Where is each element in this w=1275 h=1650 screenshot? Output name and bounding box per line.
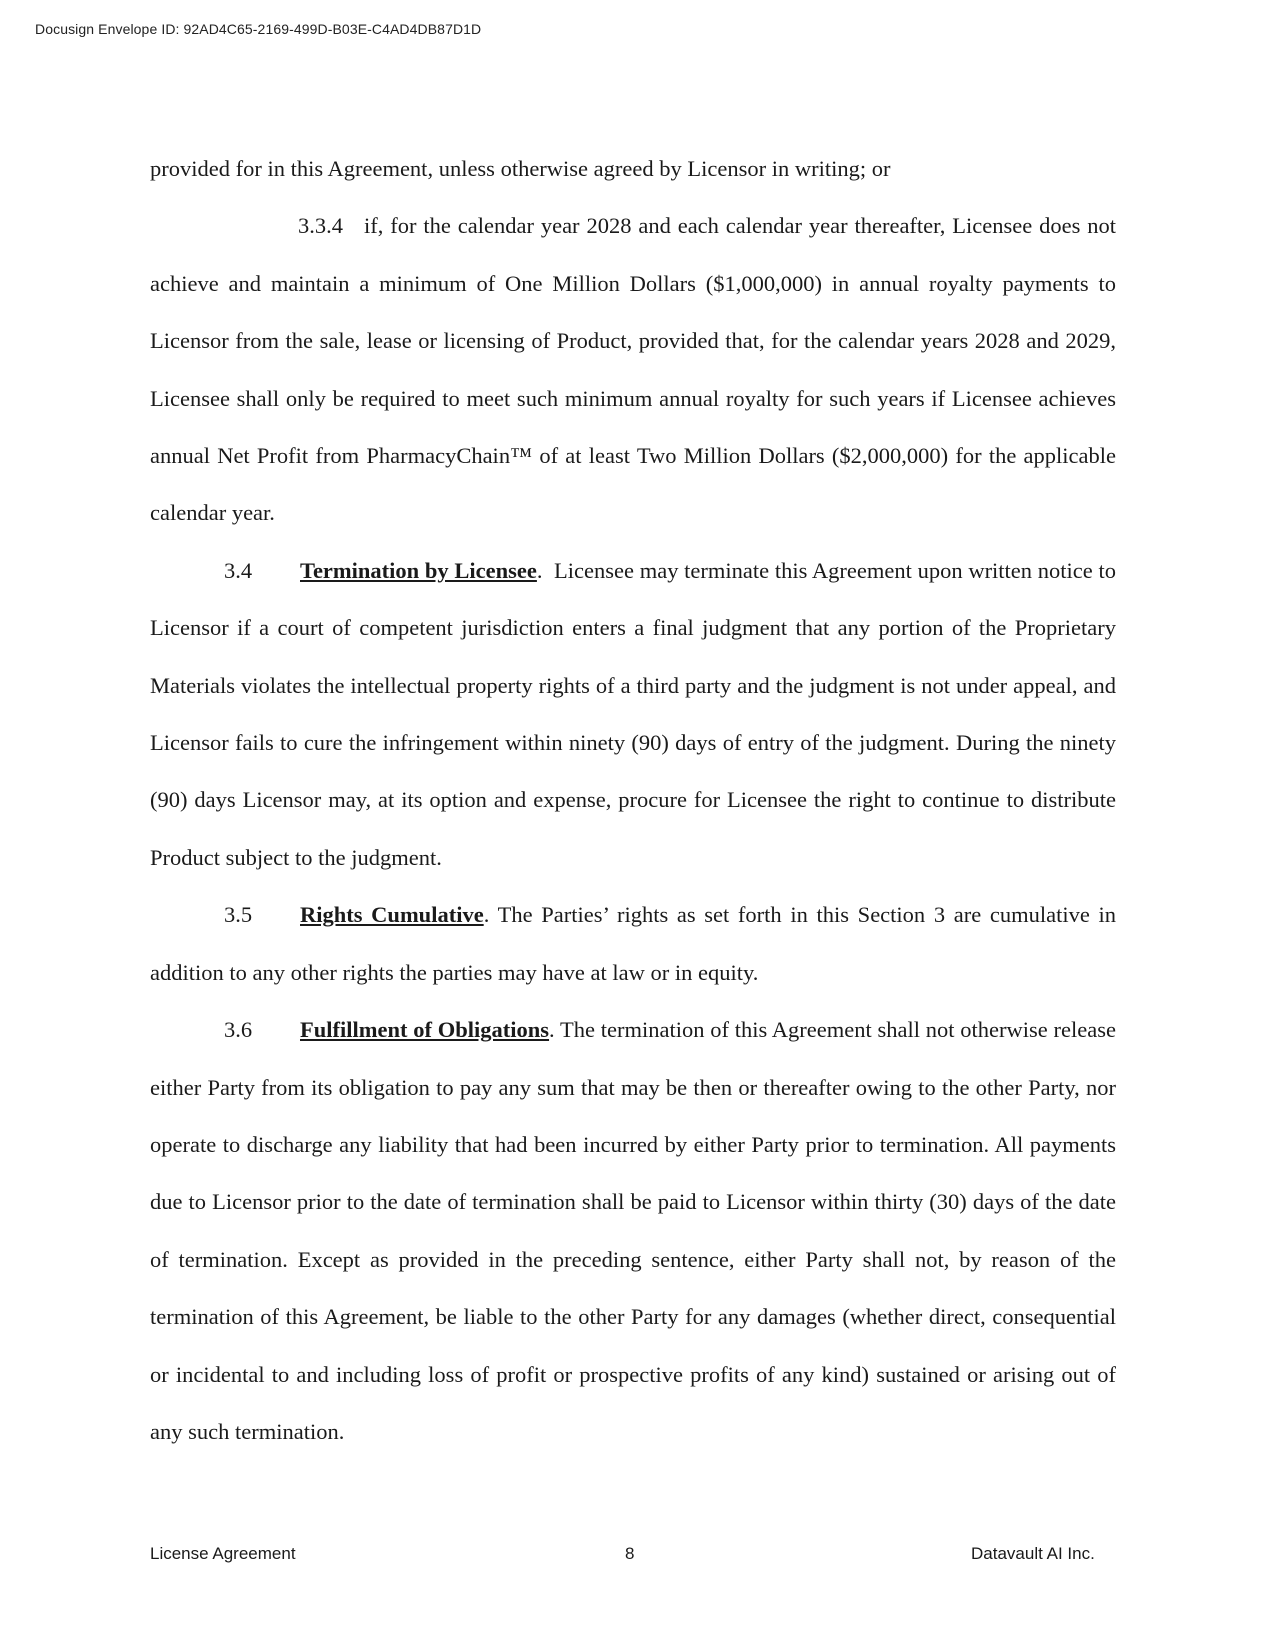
section-number: 3.5 <box>224 902 253 928</box>
section-3-4: 3.4 Termination by Licensee. Licensee may terminate this Agreement upon written notice to Licensor if a court of competent jurisdiction enters a final judgment that any portion of the Proprietary Materials violates the intellectual property rights of a third party and the judgment is not under appeal, and Licensor fails to cure the infringement within ninety (90) days of entry of the judgment. During the ninety (90) days Licensor may, at its option and expense, procure for Licensee the right to continue to distribute Product subject to the judgment. <box>150 542 1116 886</box>
footer-company-name: Datavault AI Inc. <box>971 1544 1095 1563</box>
clause-3-3-4 <box>150 197 1116 541</box>
section-number: 3.4 <box>224 557 253 583</box>
section-text: Licensee may terminate this Agreement upon written notice to Licensor if a court of competent jurisdiction enters a final judgment that any portion of the Proprietary Materials violates the intellectual property rights of a third party and the judgment is not under appeal, and Licensor fails to cure the infringement within ninety (90) days of entry of the judgment. During the ninety (90) days Licensor may, at its option and expense, procure for Licensee the right to continue to distribute Product subject to the judgment. <box>150 557 1117 870</box>
clause-text: if, for the calendar year 2028 and each calendar year thereafter, Licensee does not achieve and maintain a minimum of One Million Dollars ($1,000,000) in annual royalty payments to Licensor from the sale, lease or licensing of Product, provided that, for the calendar years 2028 and 2029, Licensee shall only be required to meet such minimum annual royalty for such years if Licensee achieves annual Net Profit from PharmacyChain™ of at least Two Million Dollars ($2,000,000) for the applicable calendar year. <box>150 213 1116 526</box>
section-3-5: 3.5 Rights Cumulative. The Parties’ rights as set forth in this Section 3 are cumulative in addition to any other rights the parties may have at law or in equity. <box>150 886 1116 1001</box>
section-heading: Fulfillment of Obligations <box>300 1017 550 1043</box>
section-text: The termination of this Agreement shall not otherwise release either Party from its obligation to pay any sum that may be then or thereafter owing to the other Party, nor operate to discharge any liability that had been incurred by either Party prior to termination. All payments due to Licensor prior to the date of termination shall be paid to Licensor within thirty (30) days of the date of termination. Except as provided in the preceding sentence, either Party shall not, by reason of the termination of this Agreement, be liable to the other Party for any damages (whether direct, consequential or incidental to and including loss of profit or prospective profits of any kind) sustained or arising out of any such termination. <box>150 1017 1116 1444</box>
paragraph-continuation: provided for in this Agreement, unless otherwise agreed by Licensor in writing; or <box>150 156 891 181</box>
section-3-6: 3.6 Fulfillment of Obligations. The termination of this Agreement shall not otherwise release either Party from its obligation to pay any sum that may be then or thereafter owing to the other Party, nor operate to discharge any liability that had been incurred by either Party prior to termination. All payments due to Licensor prior to the date of termination shall be paid to Licensor within thirty (30) days of the date of termination. Except as provided in the preceding sentence, either Party shall not, by reason of the termination of this Agreement, be liable to the other Party for any damages (whether direct, consequential or incidental to and including loss of profit or prospective profits of any kind) sustained or arising out of any such termination. <box>150 1001 1116 1460</box>
clause-number: 3.3.4 <box>298 213 343 239</box>
section-heading: Termination by Licensee <box>300 557 537 583</box>
docusign-envelope-id: Docusign Envelope ID: 92AD4C65-2169-499D-B03E-C4AD4DB87D1D <box>35 21 482 37</box>
footer-document-title: License Agreement <box>150 1544 296 1563</box>
section-number: 3.6 <box>224 1017 253 1043</box>
document-body <box>150 140 1116 1460</box>
footer-page-number: 8 <box>625 1544 635 1563</box>
section-text: The Parties’ rights as set forth in this Section 3 are cumulative in addition to any other rights the parties may have at law or in equity. <box>150 902 1117 985</box>
section-heading: Rights Cumulative <box>300 902 484 928</box>
